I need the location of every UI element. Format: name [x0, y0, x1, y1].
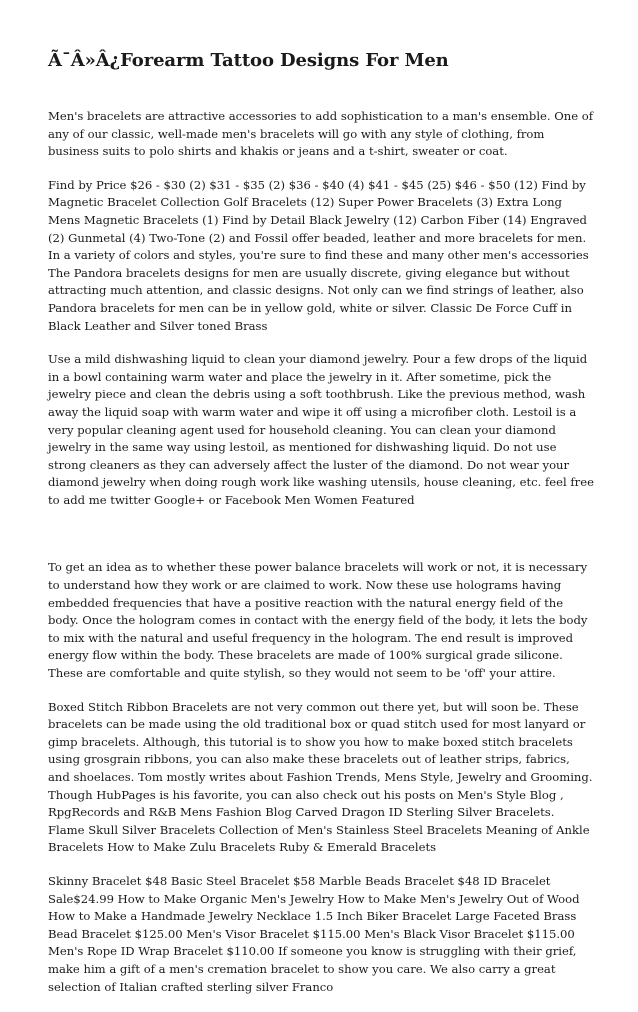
paragraph-skinny-bracelet: Skinny Bracelet $48 Basic Steel Bracelet $58 Marble Beads Bracelet $48 ID Bracelet Sale$24.99 How to Make Organic Men's Jewelry How to Make Men's Jewelry Out of Wood How to Make a Handmade Jewelry Necklace 1.5 Inch Biker Bracelet Large Faceted Brass Bead Bracelet $125.00 Men's Visor Bracelet $115.00 Men's Black Visor Bracelet $115.00 Men's Rope ID Wrap Bracelet $110.00 If someone you know is struggling with their grief, make him a gift of a men's cremation bracelet to show you care. We also carry a great selection of Italian crafted sterling silver Franco	[48, 873, 580, 994]
paragraph-cleaning: Use a mild dishwashing liquid to clean your diamond jewelry. Pour a few drops of the liquid in a bowl containing warm water and place the jewelry in it. After sometime, pick the jewelry piece and clean the debris using a soft toothbrush. Like the previous method, wash away the liquid soap with warm water and wipe it off using a microfiber cloth. Lestoil is a very popular cleaning agent used for household cleaning. You can clean your diamond jewelry in the same way using lestoil, as mentioned for dishwashing liquid. Do not use strong cleaners as they can adversely affect the luster of the diamond. Do not wear your diamond jewelry when doing rough work like washing utensils, house cleaning, etc. feel free to add me twitter Google+ or Facebook Men Women Featured	[48, 352, 594, 507]
paragraph-intro: Men's bracelets are attractive accessories to add sophistication to a man's ensemble. One of any of our classic, well-made men's bracelets will go with any style of clothing, from business suits to polo shirts and khakis or jeans and a t-shirt, sweater or coat.	[48, 109, 594, 159]
document-page	[48, 50, 594, 1012]
document-title: Ã¯Â»Â¿Forearm Tattoo Designs For Men	[48, 50, 449, 71]
paragraph-power-balance: To get an idea as to whether these power balance bracelets will work or not, it is necessary to understand how they work or are claimed to work. Now these use holograms having embedded frequencies that have a positive reaction with the natural energy field of the body. Once the hologram comes in contact with the energy field of the body, it lets the body to mix with the natural and useful frequency in the hologram. The end result is improved energy flow within the body. These bracelets are made of 100% surgical grade silicone. These are comfortable and quite stylish, so they would not seem to be 'off' your attire.	[48, 560, 588, 681]
paragraph-boxed-stitch: Boxed Stitch Ribbon Bracelets are not very common out there yet, but will soon be. These bracelets can be made using the old traditional box or quad stitch used for most lanyard or gimp bracelets. Although, this tutorial is to show you how to make boxed stitch bracelets using grosgrain ribbons, you can also make these bracelets out of leather strips, fabrics, and shoelaces. Tom mostly writes about Fashion Trends, Mens Style, Jewelry and Grooming. Though HubPages is his favorite, you can also check out his posts on Men's Style Blog , RpgRecords and R&B Mens Fashion Blog Carved Dragon ID Sterling Silver Bracelets. Flame Skull Silver Bracelets Collection of Men's Stainless Steel Bracelets Meaning of Ankle Bracelets How to Make Zulu Bracelets Ruby & Emerald Bracelets	[48, 699, 593, 855]
paragraph-find-by-price: Find by Price $26 - $30 (2) $31 - $35 (2) $36 - $40 (4) $41 - $45 (25) $46 - $50 (12) Find by Magnetic Bracelet Collection Golf Bracelets (12) Super Power Bracelets (3) Extra Long Mens Magnetic Bracelets (1) Find by Detail Black Jewelry (12) Carbon Fiber (14) Engraved (2) Gunmetal (4) Two-Tone (2) and Fossil offer beaded, leather and more bracelets for men. In a variety of colors and styles, you're sure to find these and many other men's accessories The Pandora bracelets designs for men are usually discrete, giving elegance but without attracting much attention, and classic designs. Not only can we find strings of leather, also Pandora bracelets for men can be in yellow gold, white or silver. Classic De Force Cuff in Black Leather and Silver toned Brass	[48, 177, 589, 333]
